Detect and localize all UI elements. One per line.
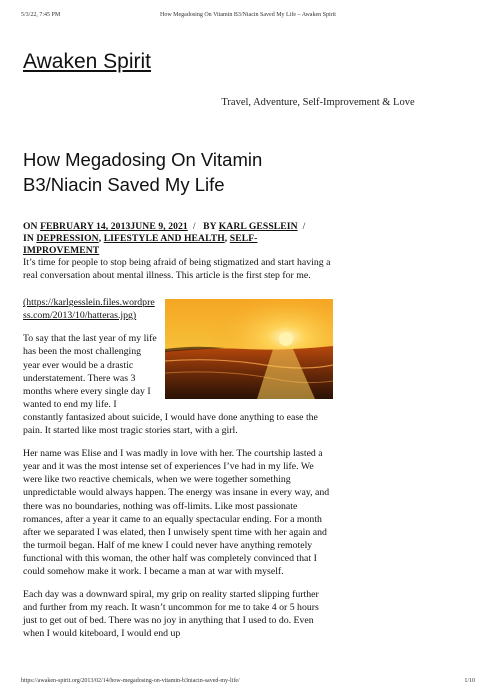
category-separator: , <box>224 233 228 244</box>
post-meta <box>23 221 323 257</box>
intro-paragraph: It’s time for people to stop being afraid of being stigmatized and start having a real conversation about mental illness. This article is the first step for me. <box>23 257 331 282</box>
meta-on-label: ON <box>23 221 38 232</box>
site-tagline: Travel, Adventure, Self-Improvement & Love <box>221 97 415 108</box>
category-link-depression[interactable]: DEPRESSION <box>36 233 99 244</box>
print-url: https://awaken-spirit.org/2013/02/14/how-megadosing-on-vitamin-b3niacin-saved-my-life/ <box>21 678 240 684</box>
body-paragraph: Her name was Elise and I was madly in love with her. The courtship lasted a year and it was the most intense set of experiences I’ve had in my life. We were like two reactive chemicals, when we were together something unpredictable would always happen. The energy was insane in every way, and there was no boundaries, nothing was off-limits. Like most passionate romances, after a year it came to an equally spectacular ending. For a month after we separated I was elated, then I unwisely spent time with her again and the turmoil began. Half of me knew I could never have anything remotely functional with this woman, the other half was completely convinced that I could somehow make it work. I became a man at war with myself. <box>23 448 330 577</box>
meta-in-label: IN <box>23 233 34 244</box>
category-separator: , <box>98 233 102 244</box>
page-number: 1/10 <box>464 678 475 684</box>
meta-by-label: BY <box>203 221 217 232</box>
meta-separator: / <box>192 221 196 232</box>
author-link[interactable]: KARL GESSLEIN <box>218 221 298 232</box>
body-paragraph: To say that the last year of my life has been the most challenging year ever would be a drastic understatement. There was 3 months where every single day I wanted to end my life. I constantly fantasized about suicide, I would have done anything to ease the pain. It started like most tragic stories start, with a girl. <box>23 333 318 437</box>
image-source-link-text: (https://karlgesslein.files.wordpress.com/2013/10/hatteras.jpg) <box>23 297 155 322</box>
category-link-self-improvement[interactable]: SELF-IMPROVEMENT <box>23 233 258 256</box>
print-header <box>21 12 475 22</box>
sunset-beach-illustration <box>165 299 333 399</box>
site-title-link[interactable]: Awaken Spirit <box>23 50 152 73</box>
article-content <box>23 256 333 650</box>
category-link-lifestyle-health[interactable]: LIFESTYLE AND HEALTH <box>103 233 225 244</box>
post-date-link[interactable]: FEBRUARY 14, 2013JUNE 9, 2021 <box>40 221 188 232</box>
print-datetime: 5/3/22, 7:45 PM <box>21 12 61 18</box>
print-page-title: How Megadosing On Vitamin B3/Niacin Saved My Life – Awaken Spirit <box>160 12 336 18</box>
body-paragraph: Each day was a downward spiral, my grip on reality started slipping further and further from my reach. It wasn’t uncommon for me to take 4 or 5 hours just to get out of bed. There was no joy in anything that I used to do. Even when I would kiteboard, I would end up <box>23 589 319 640</box>
sunset-beach-image[interactable] <box>165 299 333 399</box>
post-title: How Megadosing On Vitamin B3/Niacin Saved My Life <box>23 149 263 195</box>
image-source-link[interactable] <box>23 296 163 322</box>
print-footer <box>21 678 475 688</box>
meta-separator: / <box>302 221 306 232</box>
